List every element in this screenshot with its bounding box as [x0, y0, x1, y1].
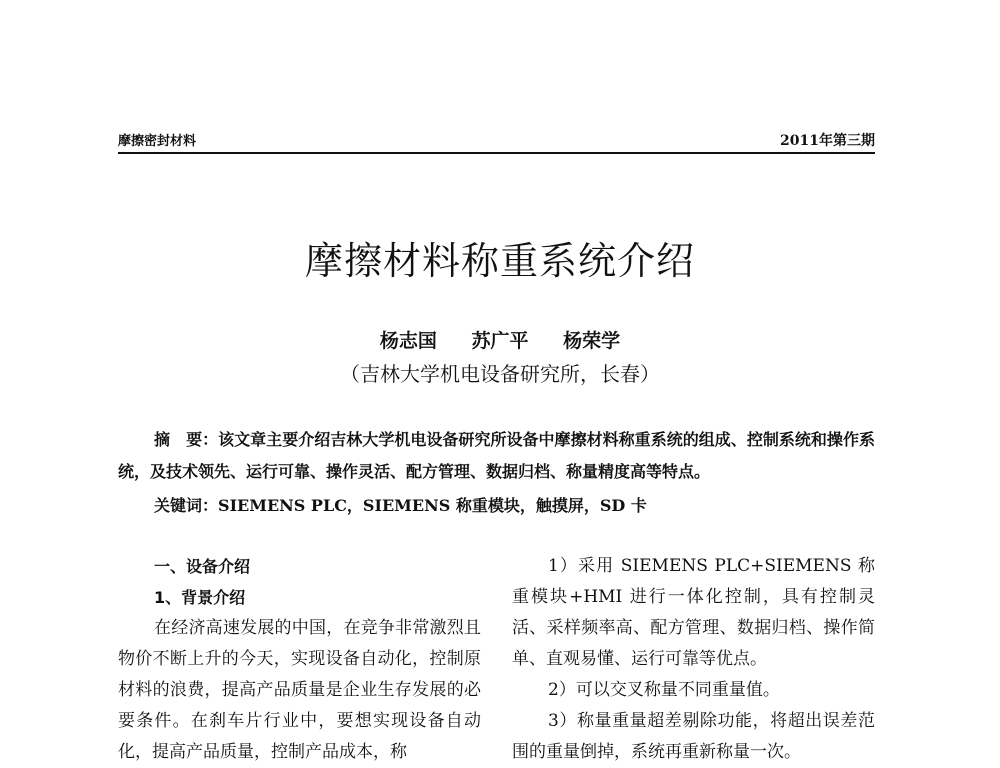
- right-column: [512, 551, 875, 768]
- author-list: [0, 326, 1000, 353]
- running-header: [118, 128, 875, 154]
- abstract: [118, 424, 875, 488]
- abstract-label: 摘 要：: [154, 430, 219, 449]
- affiliation: （吉林大学机电设备研究所，长春）: [340, 362, 660, 386]
- author-name: 杨志国: [379, 330, 437, 352]
- left-column: [118, 551, 481, 768]
- abstract-text: 该文章主要介绍吉林大学机电设备研究所设备中摩擦材料称重系统的组成、控制系统和操作系统，及技术领先、运行可靠、操作灵活、配方管理、数据归档、称量精度高等特点。: [118, 430, 875, 481]
- keywords-text: SIEMENS PLC，SIEMENS 称重模块，触摸屏，SD 卡: [218, 496, 647, 515]
- journal-name: 摩擦密封材料: [118, 134, 197, 149]
- feature-item-2: 2）可以交叉称量不同重量值。: [548, 680, 780, 700]
- issue-label: 2011年第三期: [780, 133, 875, 149]
- section-heading: 一、设备介绍: [154, 557, 251, 576]
- keywords: [154, 493, 647, 516]
- author-name: 苏广平: [471, 330, 529, 352]
- paper-title: 摩擦材料称重系统介绍: [304, 239, 695, 283]
- subsection-heading: 1、背景介绍: [154, 588, 246, 607]
- keywords-label: 关键词：: [154, 496, 219, 515]
- feature-item-1: 1）采用 SIEMENS PLC+SIEMENS 称重模块+HMI 进行一体化控制，具有控制灵活、采样频率高、配方管理、数据归档、操作简单、直观易懂、运行可靠等优点。: [512, 556, 875, 669]
- feature-item-3: 3）称量重量超差剔除功能，将超出误差范围的重量倒掉，系统再重新称量一次。: [512, 711, 875, 762]
- author-name: 杨荣学: [563, 330, 621, 352]
- body-paragraph: 在经济高速发展的中国，在竞争非常激烈且物价不断上升的今天，实现设备自动化，控制原材料的浪费，提高产品质量是企业生存发展的必要条件。在刹车片行业中，要想实现设备自动化，提高产品质量，控制产品成本，称: [118, 618, 481, 762]
